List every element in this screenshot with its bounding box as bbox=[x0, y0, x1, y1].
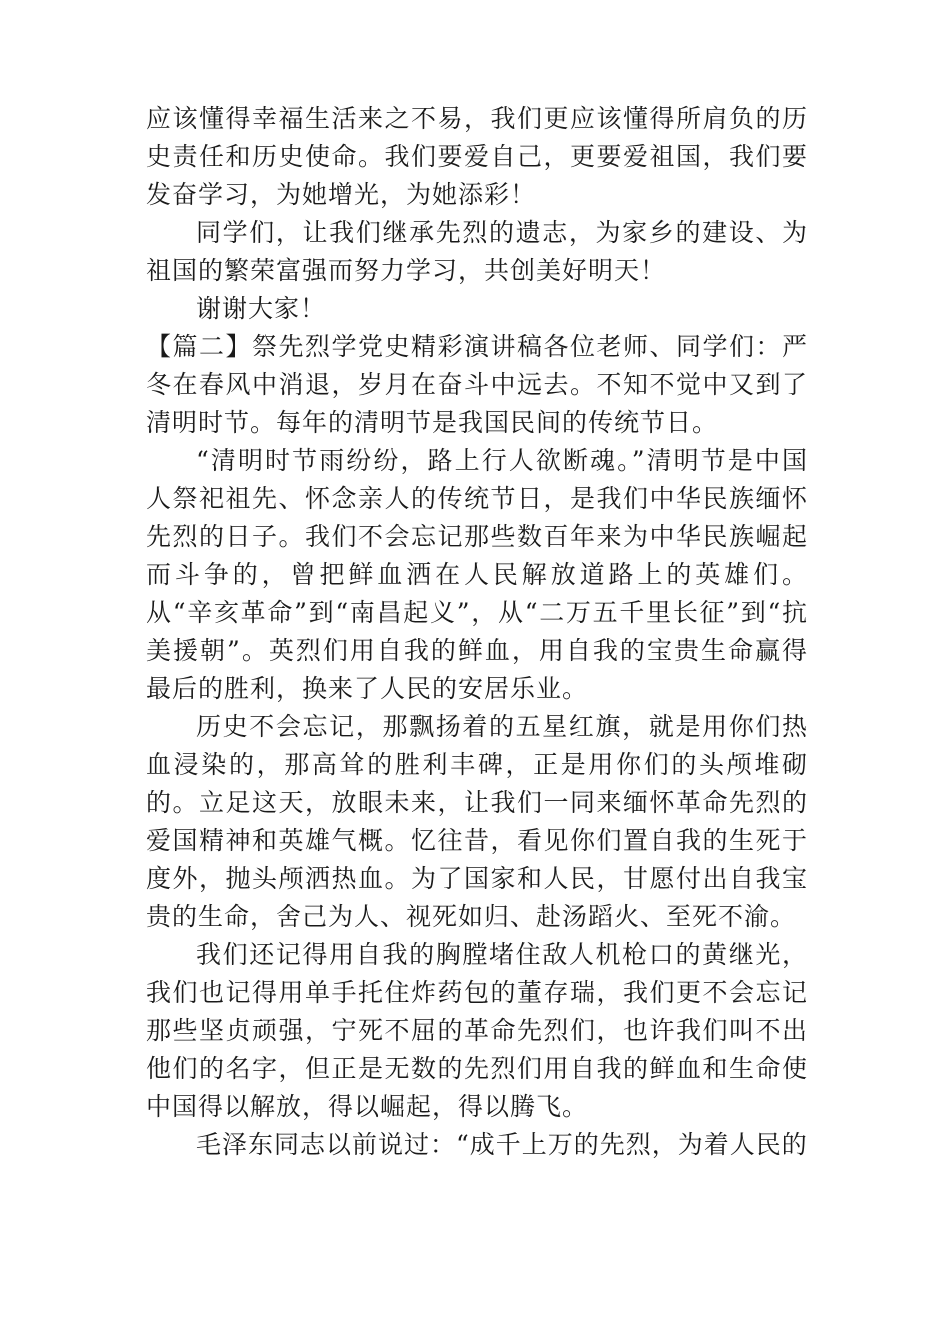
paragraph-history: 历史不会忘记，那飘扬着的五星红旗，就是用你们热血浸染的，那高耸的胜利丰碑，正是用你们的头颅堆砌的。立足这天，放眼未来，让我们一同来缅怀革命先烈的爱国精神和英雄气概。忆往昔，看见你们置自我的生死于度外，抛头颅洒热血。为了国家和人民，甘愿付出自我宝贵的生命，舍己为人、视死如归、赴汤蹈火、至死不渝。 bbox=[146, 712, 808, 931]
paragraph-section-two: 【篇二】祭先烈学党史精彩演讲稿各位老师、同学们：严冬在春风中消退，岁月在奋斗中远去。不知不觉中又到了清明时节。每年的清明节是我国民间的传统节日。 bbox=[146, 332, 808, 437]
paragraph-heroes: 我们还记得用自我的胸膛堵住敌人机枪口的黄继光，我们也记得用单手托住炸药包的董存瑞，我们更不会忘记那些坚贞顽强，宁死不屈的革命先烈们，也许我们叫不出他们的名字，但正是无数的先烈们用自我的鲜血和生命使中国得以解放，得以崛起，得以腾飞。 bbox=[146, 940, 808, 1121]
paragraph-qingming: “清明时节雨纷纷，路上行人欲断魂。”清明节是中国人祭祀祖先、怀念亲人的传统节日，是我们中华民族缅怀先烈的日子。我们不会忘记那些数百年来为中华民族崛起而斗争的，曾把鲜血洒在人民解放道路上的英雄们。从“辛亥革命”到“南昌起义”，从“二万五千里长征”到“抗美援朝”。英烈们用自我的鲜血，用自我的宝贵生命赢得最后的胜利，换来了人民的安居乐业。 bbox=[146, 446, 808, 703]
paragraph-thanks: 谢谢大家！ bbox=[196, 294, 327, 323]
paragraph-mao-quote: 毛泽东同志以前说过：“成千上万的先烈，为着人民的 bbox=[196, 1130, 808, 1159]
paragraph-classmates: 同学们，让我们继承先烈的遗志，为家乡的建设、为祖国的繁荣富强而努力学习，共创美好明天！ bbox=[146, 218, 808, 285]
paragraph-continuation: 应该懂得幸福生活来之不易，我们更应该懂得所肩负的历史责任和历史使命。我们要爱自己，更要爱祖国，我们要发奋学习，为她增光，为她添彩！ bbox=[146, 104, 808, 209]
document-body bbox=[146, 100, 808, 1164]
